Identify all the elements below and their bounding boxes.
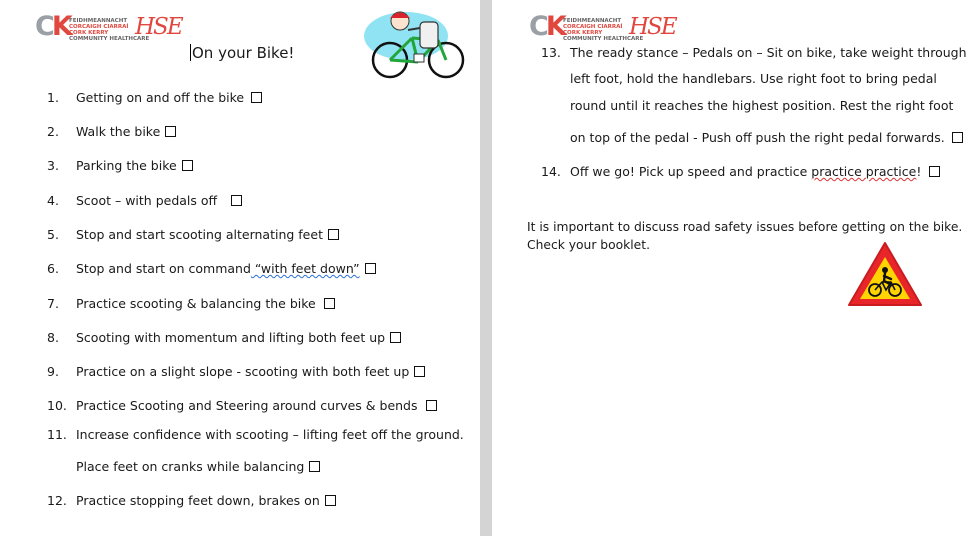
checklist-item-13-line-2: left foot, hold the handlebars. Use right foot to bring pedal bbox=[570, 71, 937, 86]
checkbox-icon[interactable] bbox=[325, 495, 336, 506]
ck-logo-mark-icon: CK bbox=[35, 11, 70, 42]
checkbox-icon[interactable] bbox=[251, 92, 262, 103]
checkbox-icon[interactable] bbox=[426, 400, 437, 411]
checklist-item-10: 10. Practice Scooting and Steering around curves & bends bbox=[47, 398, 437, 413]
checklist-item-12: 12. Practice stopping feet down, brakes on bbox=[47, 493, 336, 508]
checklist-item-5: 5. Stop and start scooting alternating feet bbox=[47, 227, 339, 242]
checkbox-icon[interactable] bbox=[324, 298, 335, 309]
logo-org-text: FEIDHMEANNACHT CORCAIGH CIARRAÍ CORK KERRY COMMUNITY HEALTHCARE bbox=[69, 18, 150, 42]
document-title[interactable]: On your Bike! bbox=[192, 44, 295, 62]
checklist-item-1: 1. Getting on and off the bike bbox=[47, 90, 262, 105]
hse-logo: HSE bbox=[135, 14, 182, 40]
checkbox-icon[interactable] bbox=[182, 160, 193, 171]
cyclist-clipart-icon bbox=[360, 8, 470, 83]
checkbox-icon[interactable] bbox=[414, 366, 425, 377]
document-page-left bbox=[0, 0, 480, 536]
checkbox-icon[interactable] bbox=[952, 132, 963, 143]
checkbox-icon[interactable] bbox=[390, 332, 401, 343]
checklist-item-13-line-3: round until it reaches the highest position. Rest the right foot bbox=[570, 98, 954, 113]
checklist-item-11-continued: Place feet on cranks while balancing bbox=[76, 459, 320, 474]
cork-kerry-logo bbox=[529, 11, 676, 42]
cork-kerry-logo bbox=[35, 11, 182, 42]
checklist-item-2: 2. Walk the bike bbox=[47, 124, 176, 139]
checkbox-icon[interactable] bbox=[231, 195, 242, 206]
checkbox-icon[interactable] bbox=[929, 166, 940, 177]
checklist-item-7: 7. Practice scooting & balancing the bike bbox=[47, 296, 335, 311]
checklist-item-11: 11. Increase confidence with scooting – lifting feet off the ground. bbox=[47, 427, 464, 442]
checklist-item-14: 14. Off we go! Pick up speed and practice practice practice! bbox=[541, 164, 940, 179]
checklist-item-13-line-4: on top of the pedal - Push off push the right pedal forwards. bbox=[570, 130, 963, 145]
checklist-item-6: 6. Stop and start on command “with feet down” bbox=[47, 261, 376, 276]
road-safety-note: It is important to discuss road safety issues before getting on the bike. Check your booklet. bbox=[527, 220, 963, 252]
checkbox-icon[interactable] bbox=[328, 229, 339, 240]
text-cursor bbox=[190, 44, 191, 61]
ck-logo-mark-icon: CK bbox=[529, 11, 564, 42]
cycle-warning-sign-icon bbox=[846, 240, 924, 308]
checklist-item-3: 3. Parking the bike bbox=[47, 158, 193, 173]
hse-logo: HSE bbox=[629, 14, 676, 40]
checkbox-icon[interactable] bbox=[309, 461, 320, 472]
checklist-item-9: 9. Practice on a slight slope - scooting with both feet up bbox=[47, 364, 425, 379]
checkbox-icon[interactable] bbox=[365, 263, 376, 274]
checkbox-icon[interactable] bbox=[165, 126, 176, 137]
logo-org-text: FEIDHMEANNACHT CORCAIGH CIARRAÍ CORK KERRY COMMUNITY HEALTHCARE bbox=[563, 18, 644, 42]
checklist-item-8: 8. Scooting with momentum and lifting both feet up bbox=[47, 330, 401, 345]
checklist-item-4: 4. Scoot – with pedals off bbox=[47, 193, 242, 208]
checklist-item-13: 13. The ready stance – Pedals on – Sit on bike, take weight through bbox=[541, 45, 967, 60]
